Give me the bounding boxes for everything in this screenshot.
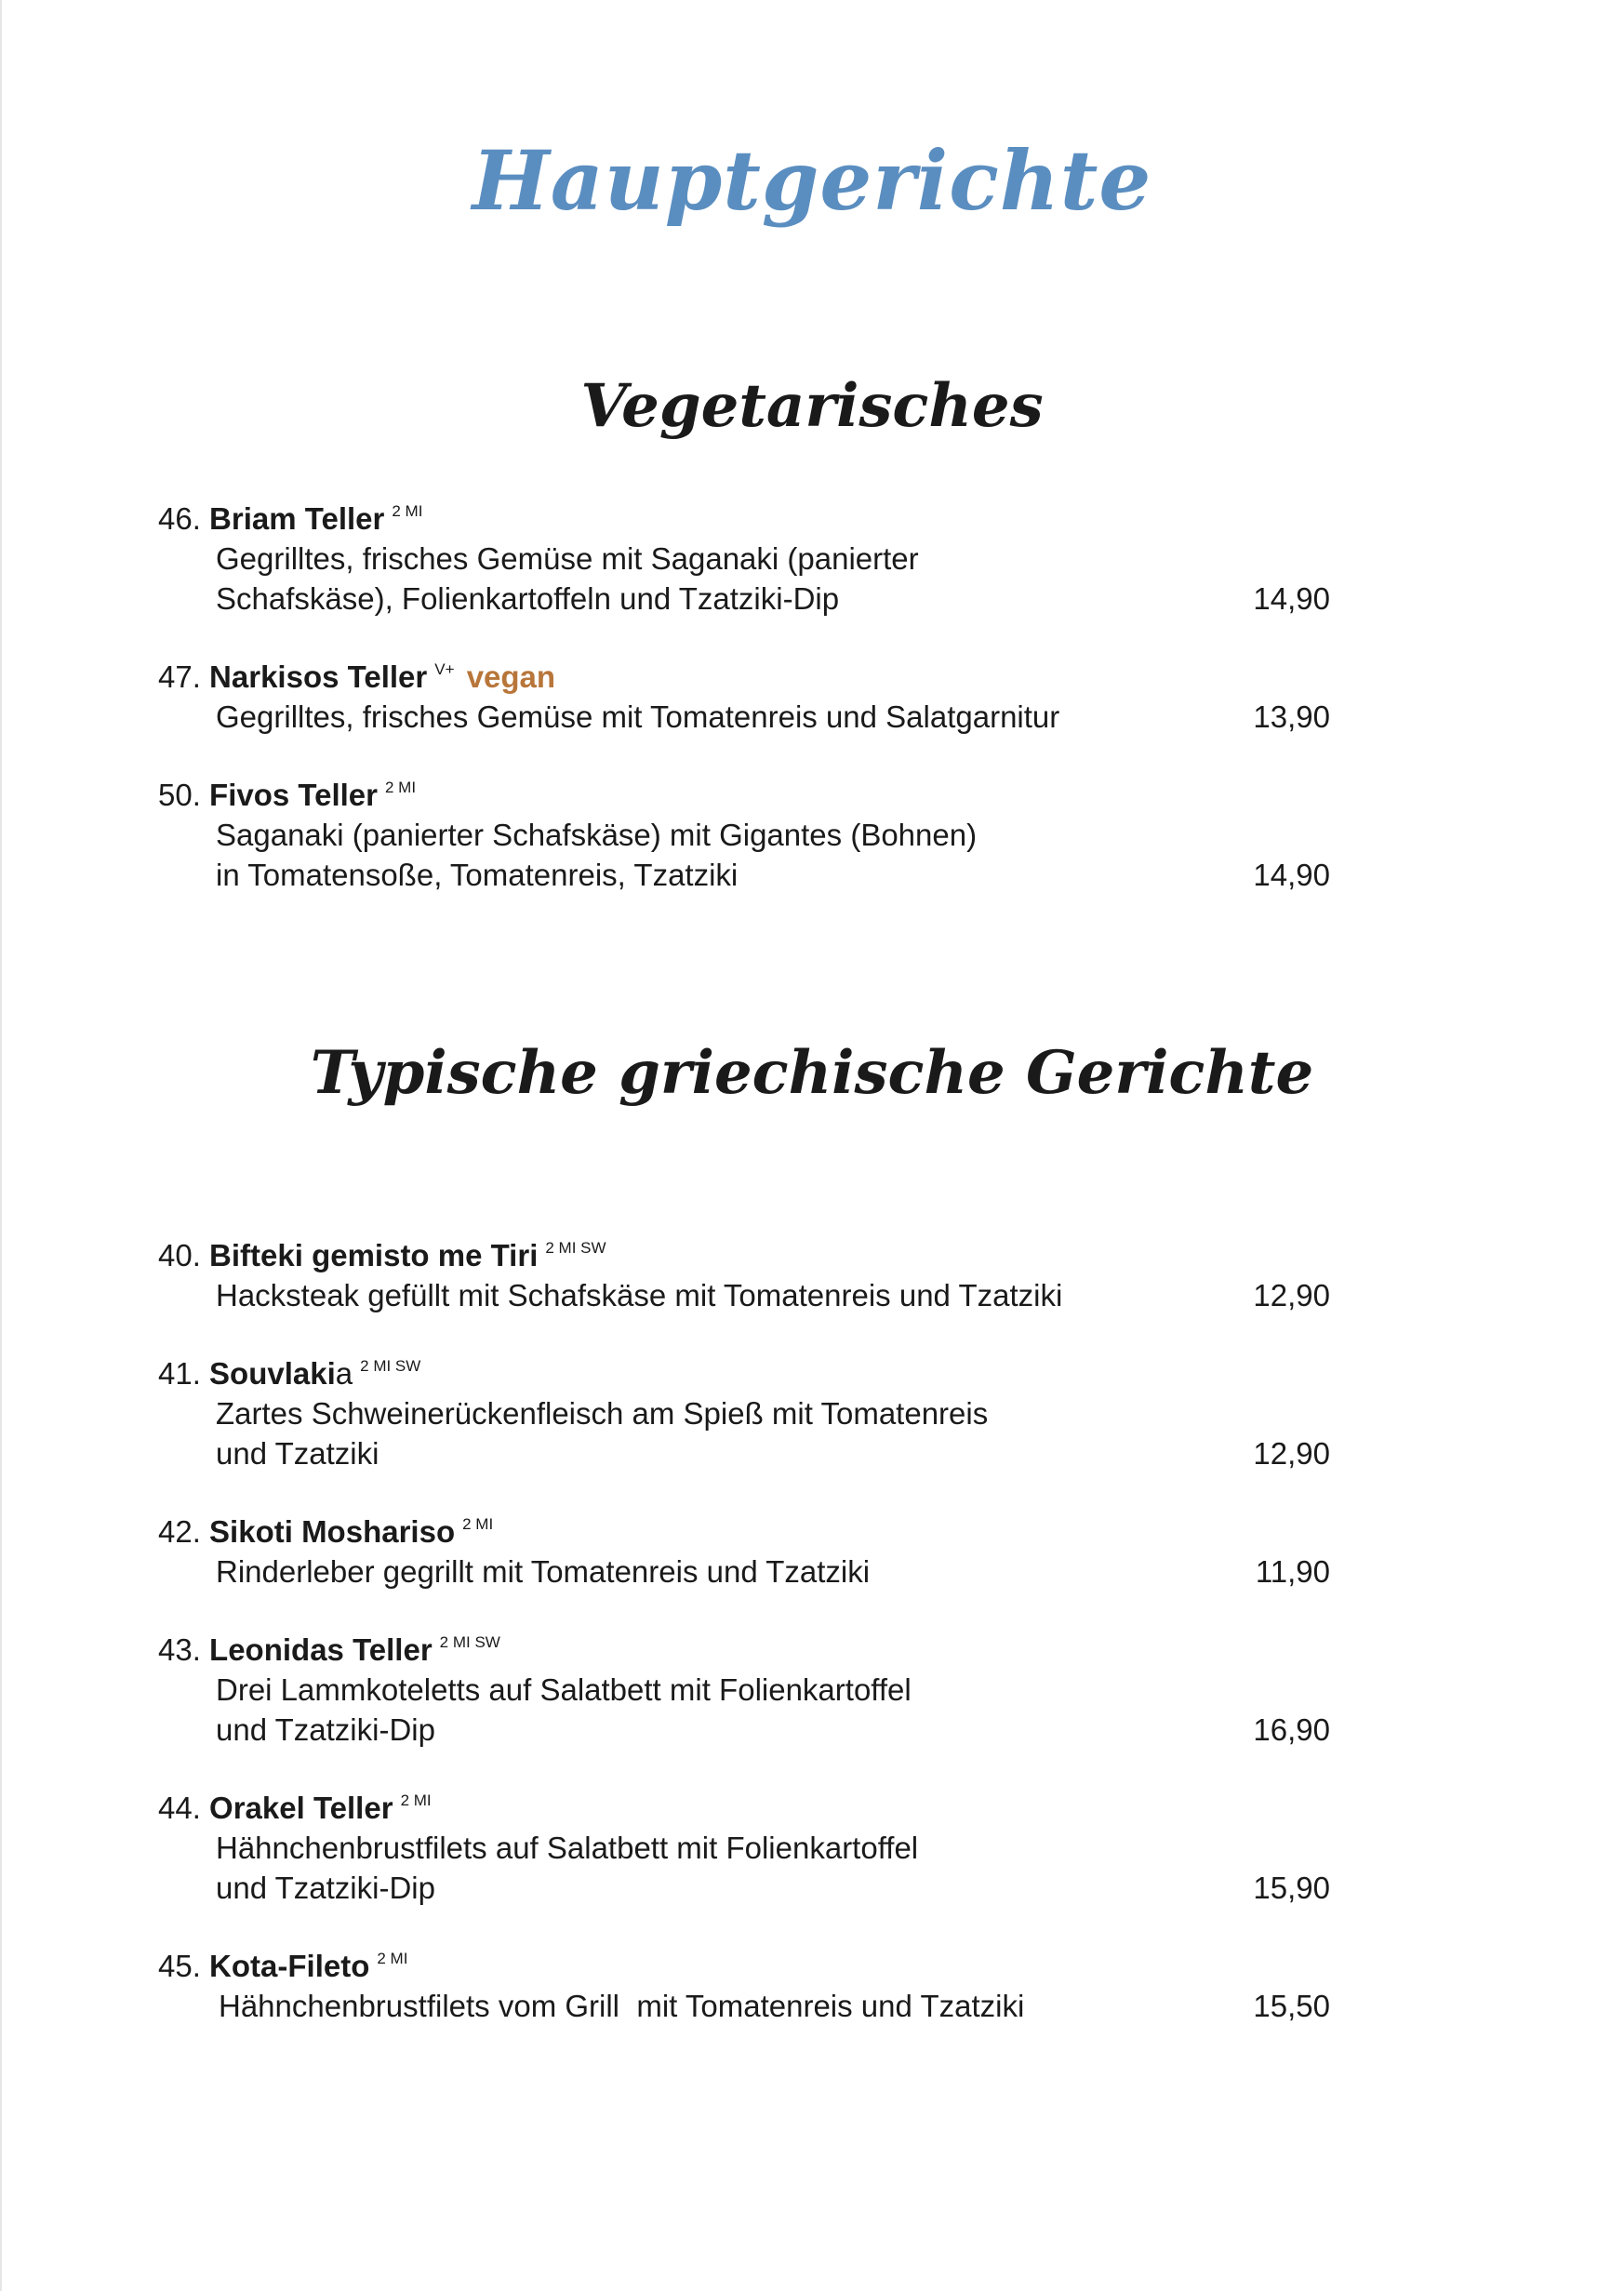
item-number: 40. [158,1238,201,1272]
item-number: 43. [158,1632,201,1667]
item-name: Kota-Fileto [209,1949,370,1983]
menu-item-47 [158,649,1330,737]
item-description [158,539,1192,619]
item-name: Briam Teller [209,501,385,536]
item-price: 11,90 [1255,1554,1330,1589]
item-description [158,1986,1195,2026]
menu-item-41 [158,1346,1330,1473]
item-number: 45. [158,1949,201,1983]
item-name: Sikoti Moshariso [209,1514,456,1549]
allergen-codes: 2 MI SW [439,1633,500,1651]
menu-item-40 [158,1228,1330,1315]
item-number: 47. [158,659,201,694]
page-edge [0,0,2,2291]
description-line: Hähnchenbrustfilets vom Grill mit Tomatenreis und Tzatziki [219,1989,1025,2023]
description-line: Gegrilltes, frisches Gemüse mit Saganaki (panierter [216,541,919,576]
description-line: Gegrilltes, frisches Gemüse mit Tomatenreis und Salatgarnitur [216,699,1060,734]
description-line: und Tzatziki [216,1436,379,1471]
description-line: in Tomatensoße, Tomatenreis, Tzatziki [216,858,739,892]
item-name: Fivos Teller [209,778,378,812]
page-title: Hauptgerichte [472,132,1152,229]
description-line: Zartes Schweinerückenfleisch am Spieß mit Tomatenreis [216,1396,989,1431]
item-description [158,697,1192,737]
menu-item-45 [158,1938,1330,2026]
description-line: Drei Lammkoteletts auf Salatbett mit Folienkartoffel [216,1672,912,1707]
item-description [158,1552,1192,1592]
item-number: 46. [158,501,201,536]
item-name-suffix: a [335,1356,353,1391]
item-price: 14,90 [1253,858,1330,892]
item-price: 12,90 [1253,1278,1330,1312]
item-price: 14,90 [1253,581,1330,616]
allergen-codes: 2 MI [462,1515,494,1533]
allergen-codes: 2 MI [392,502,423,520]
item-name: Narkisos Teller [209,659,428,694]
description-line: und Tzatziki-Dip [216,1712,435,1747]
description-line: Hähnchenbrustfilets auf Salatbett mit Folienkartoffel [216,1831,919,1865]
allergen-codes: 2 MI [377,1950,408,1967]
description-line: Schafskäse), Folienkartoffeln und Tzatziki-Dip [216,581,840,616]
allergen-codes: V+ [434,660,455,678]
description-line: und Tzatziki-Dip [216,1871,435,1905]
description-line: Rinderleber gegrillt mit Tomatenreis und Tzatziki [216,1554,871,1589]
item-description [158,1828,1192,1908]
menu-item-42 [158,1504,1330,1592]
menu-item-43 [158,1622,1330,1750]
section-title-vegetarisches: Vegetarisches [580,371,1044,441]
description-line: Saganaki (panierter Schafskäse) mit Gigantes (Bohnen) [216,818,978,852]
item-number: 41. [158,1356,201,1391]
allergen-codes: 2 MI SW [360,1357,421,1375]
allergen-codes: 2 MI SW [545,1239,606,1257]
item-name: Souvlaki [209,1356,336,1391]
item-price: 16,90 [1253,1712,1330,1747]
item-number: 50. [158,778,201,812]
menu-item-46 [158,491,1330,619]
allergen-codes: 2 MI [400,1792,432,1809]
item-price: 15,90 [1253,1871,1330,1905]
item-name: Bifteki gemisto me Tiri [209,1238,539,1272]
menu-item-44 [158,1780,1330,1908]
item-number: 42. [158,1514,201,1549]
description-line: Hacksteak gefüllt mit Schafskäse mit Tomatenreis und Tzatziki [216,1278,1063,1312]
item-price: 12,90 [1253,1436,1330,1471]
item-number: 44. [158,1791,201,1825]
section-title-typische-griechische-gerichte: Typische griechische Gerichte [310,1038,1314,1108]
item-price: 13,90 [1253,699,1330,734]
item-price: 15,50 [1253,1989,1330,2023]
item-name: Orakel Teller [209,1791,393,1825]
item-name: Leonidas Teller [209,1632,433,1667]
vegan-tag: vegan [466,659,556,694]
item-description [158,1275,1192,1315]
allergen-codes: 2 MI [385,779,417,796]
item-description [158,815,1192,895]
item-description [158,1393,1192,1473]
item-description [158,1670,1192,1750]
menu-item-50 [158,767,1330,895]
